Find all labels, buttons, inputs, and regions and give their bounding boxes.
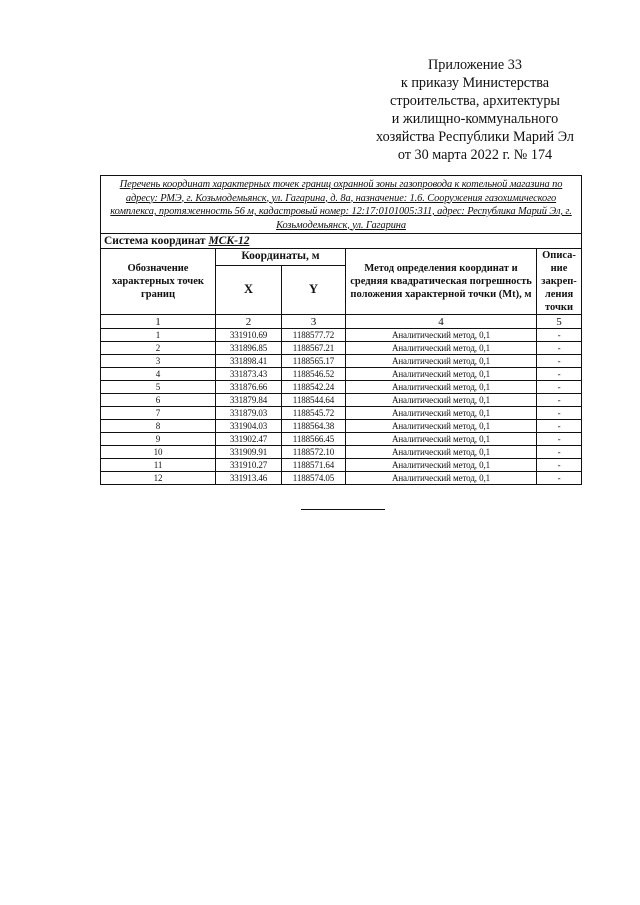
y-value: 1188565.17: [282, 355, 346, 368]
header-line: хозяйства Республики Марий Эл: [376, 129, 574, 145]
x-value: 331898.41: [216, 355, 282, 368]
point-number: 5: [101, 381, 216, 394]
table-row: [101, 355, 582, 368]
header-description: Описа-ние закреп-ления точки: [537, 249, 582, 315]
table-row: [101, 407, 582, 420]
description-value: -: [537, 407, 582, 420]
point-number: 11: [101, 459, 216, 472]
y-value: 1188571.64: [282, 459, 346, 472]
coordinate-system: [101, 234, 582, 249]
header-line: к приказу Министерства: [400, 75, 550, 91]
point-number: 7: [101, 407, 216, 420]
point-number: 3: [101, 355, 216, 368]
x-value: 331896.85: [216, 342, 282, 355]
y-value: 1188566.45: [282, 433, 346, 446]
table-row: [101, 342, 582, 355]
point-number: 9: [101, 433, 216, 446]
method-value: Аналитический метод, 0,1: [346, 433, 537, 446]
x-value: 331910.69: [216, 329, 282, 342]
header-line: от 30 марта 2022 г. № 174: [397, 147, 553, 163]
x-value: 331909.91: [216, 446, 282, 459]
point-number: 10: [101, 446, 216, 459]
x-value: 331879.03: [216, 407, 282, 420]
method-value: Аналитический метод, 0,1: [346, 472, 537, 485]
column-number: 4: [346, 315, 537, 329]
table-row: [101, 459, 582, 472]
table-row: [101, 329, 582, 342]
description-value: -: [537, 394, 582, 407]
description-value: -: [537, 342, 582, 355]
y-value: 1188544.64: [282, 394, 346, 407]
column-number: 3: [282, 315, 346, 329]
description-value: -: [537, 472, 582, 485]
method-value: Аналитический метод, 0,1: [346, 342, 537, 355]
description-value: -: [537, 459, 582, 472]
header-method: Метод определения координат и средняя квадратическая погрешность положения характерной точки (Mt), м: [346, 249, 537, 315]
column-number: 5: [537, 315, 582, 329]
point-number: 8: [101, 420, 216, 433]
table-row: [101, 368, 582, 381]
coordinates-table: [100, 175, 582, 485]
description-value: -: [537, 355, 582, 368]
x-value: 331910.27: [216, 459, 282, 472]
method-value: Аналитический метод, 0,1: [346, 394, 537, 407]
y-value: 1188542.24: [282, 381, 346, 394]
header-point-designation: Обозначение характерных точек границ: [101, 249, 216, 315]
y-value: 1188545.72: [282, 407, 346, 420]
point-number: 12: [101, 472, 216, 485]
table-row: [101, 381, 582, 394]
method-value: Аналитический метод, 0,1: [346, 368, 537, 381]
system-label: Система координат: [104, 235, 206, 247]
method-value: Аналитический метод, 0,1: [346, 329, 537, 342]
y-value: 1188567.21: [282, 342, 346, 355]
appendix-header: [330, 56, 620, 164]
description-value: -: [537, 420, 582, 433]
description-value: -: [537, 446, 582, 459]
point-number: 6: [101, 394, 216, 407]
y-value: 1188577.72: [282, 329, 346, 342]
description-value: -: [537, 329, 582, 342]
method-value: Аналитический метод, 0,1: [346, 355, 537, 368]
table-row: [101, 446, 582, 459]
table-row: [101, 420, 582, 433]
method-value: Аналитический метод, 0,1: [346, 459, 537, 472]
x-value: 331879.84: [216, 394, 282, 407]
x-value: 331876.66: [216, 381, 282, 394]
x-value: 331873.43: [216, 368, 282, 381]
description-value: -: [537, 368, 582, 381]
x-value: 331902.47: [216, 433, 282, 446]
column-number-row: [101, 315, 582, 329]
method-value: Аналитический метод, 0,1: [346, 446, 537, 459]
description-value: -: [537, 433, 582, 446]
point-number: 2: [101, 342, 216, 355]
y-value: 1188546.52: [282, 368, 346, 381]
y-value: 1188574.05: [282, 472, 346, 485]
y-value: 1188572.10: [282, 446, 346, 459]
column-number: 2: [216, 315, 282, 329]
header-x: X: [216, 265, 282, 314]
system-name: МСК-12: [208, 235, 250, 247]
header-line: строительства, архитектуры: [390, 93, 560, 109]
column-number: 1: [101, 315, 216, 329]
header-coordinates: Координаты, м: [216, 249, 346, 266]
method-value: Аналитический метод, 0,1: [346, 381, 537, 394]
y-value: 1188564.38: [282, 420, 346, 433]
signature-rule: [301, 509, 385, 510]
header-line: и жилищно-коммунального: [391, 111, 559, 127]
description-value: -: [537, 381, 582, 394]
table-row: [101, 394, 582, 407]
point-number: 4: [101, 368, 216, 381]
method-value: Аналитический метод, 0,1: [346, 407, 537, 420]
table-title: Перечень координат характерных точек границ охранной зоны газопровода к котельной магазина по адресу: РМЭ, г. Козьмодемьянск, ул. Гагарина, д. 8а, назначение: 1.6. Сооружения газохимического комплекса, протяженность 56 м, кадастровый номер: 12:17:0101005:311, адрес: Республика Марий Эл, г. Козьмодемьянск, ул. Гагарина: [101, 176, 582, 234]
header-line: Приложение 33: [428, 57, 522, 73]
point-number: 1: [101, 329, 216, 342]
header-y: Y: [282, 265, 346, 314]
table-row: [101, 472, 582, 485]
method-value: Аналитический метод, 0,1: [346, 420, 537, 433]
table-row: [101, 433, 582, 446]
x-value: 331913.46: [216, 472, 282, 485]
x-value: 331904.03: [216, 420, 282, 433]
